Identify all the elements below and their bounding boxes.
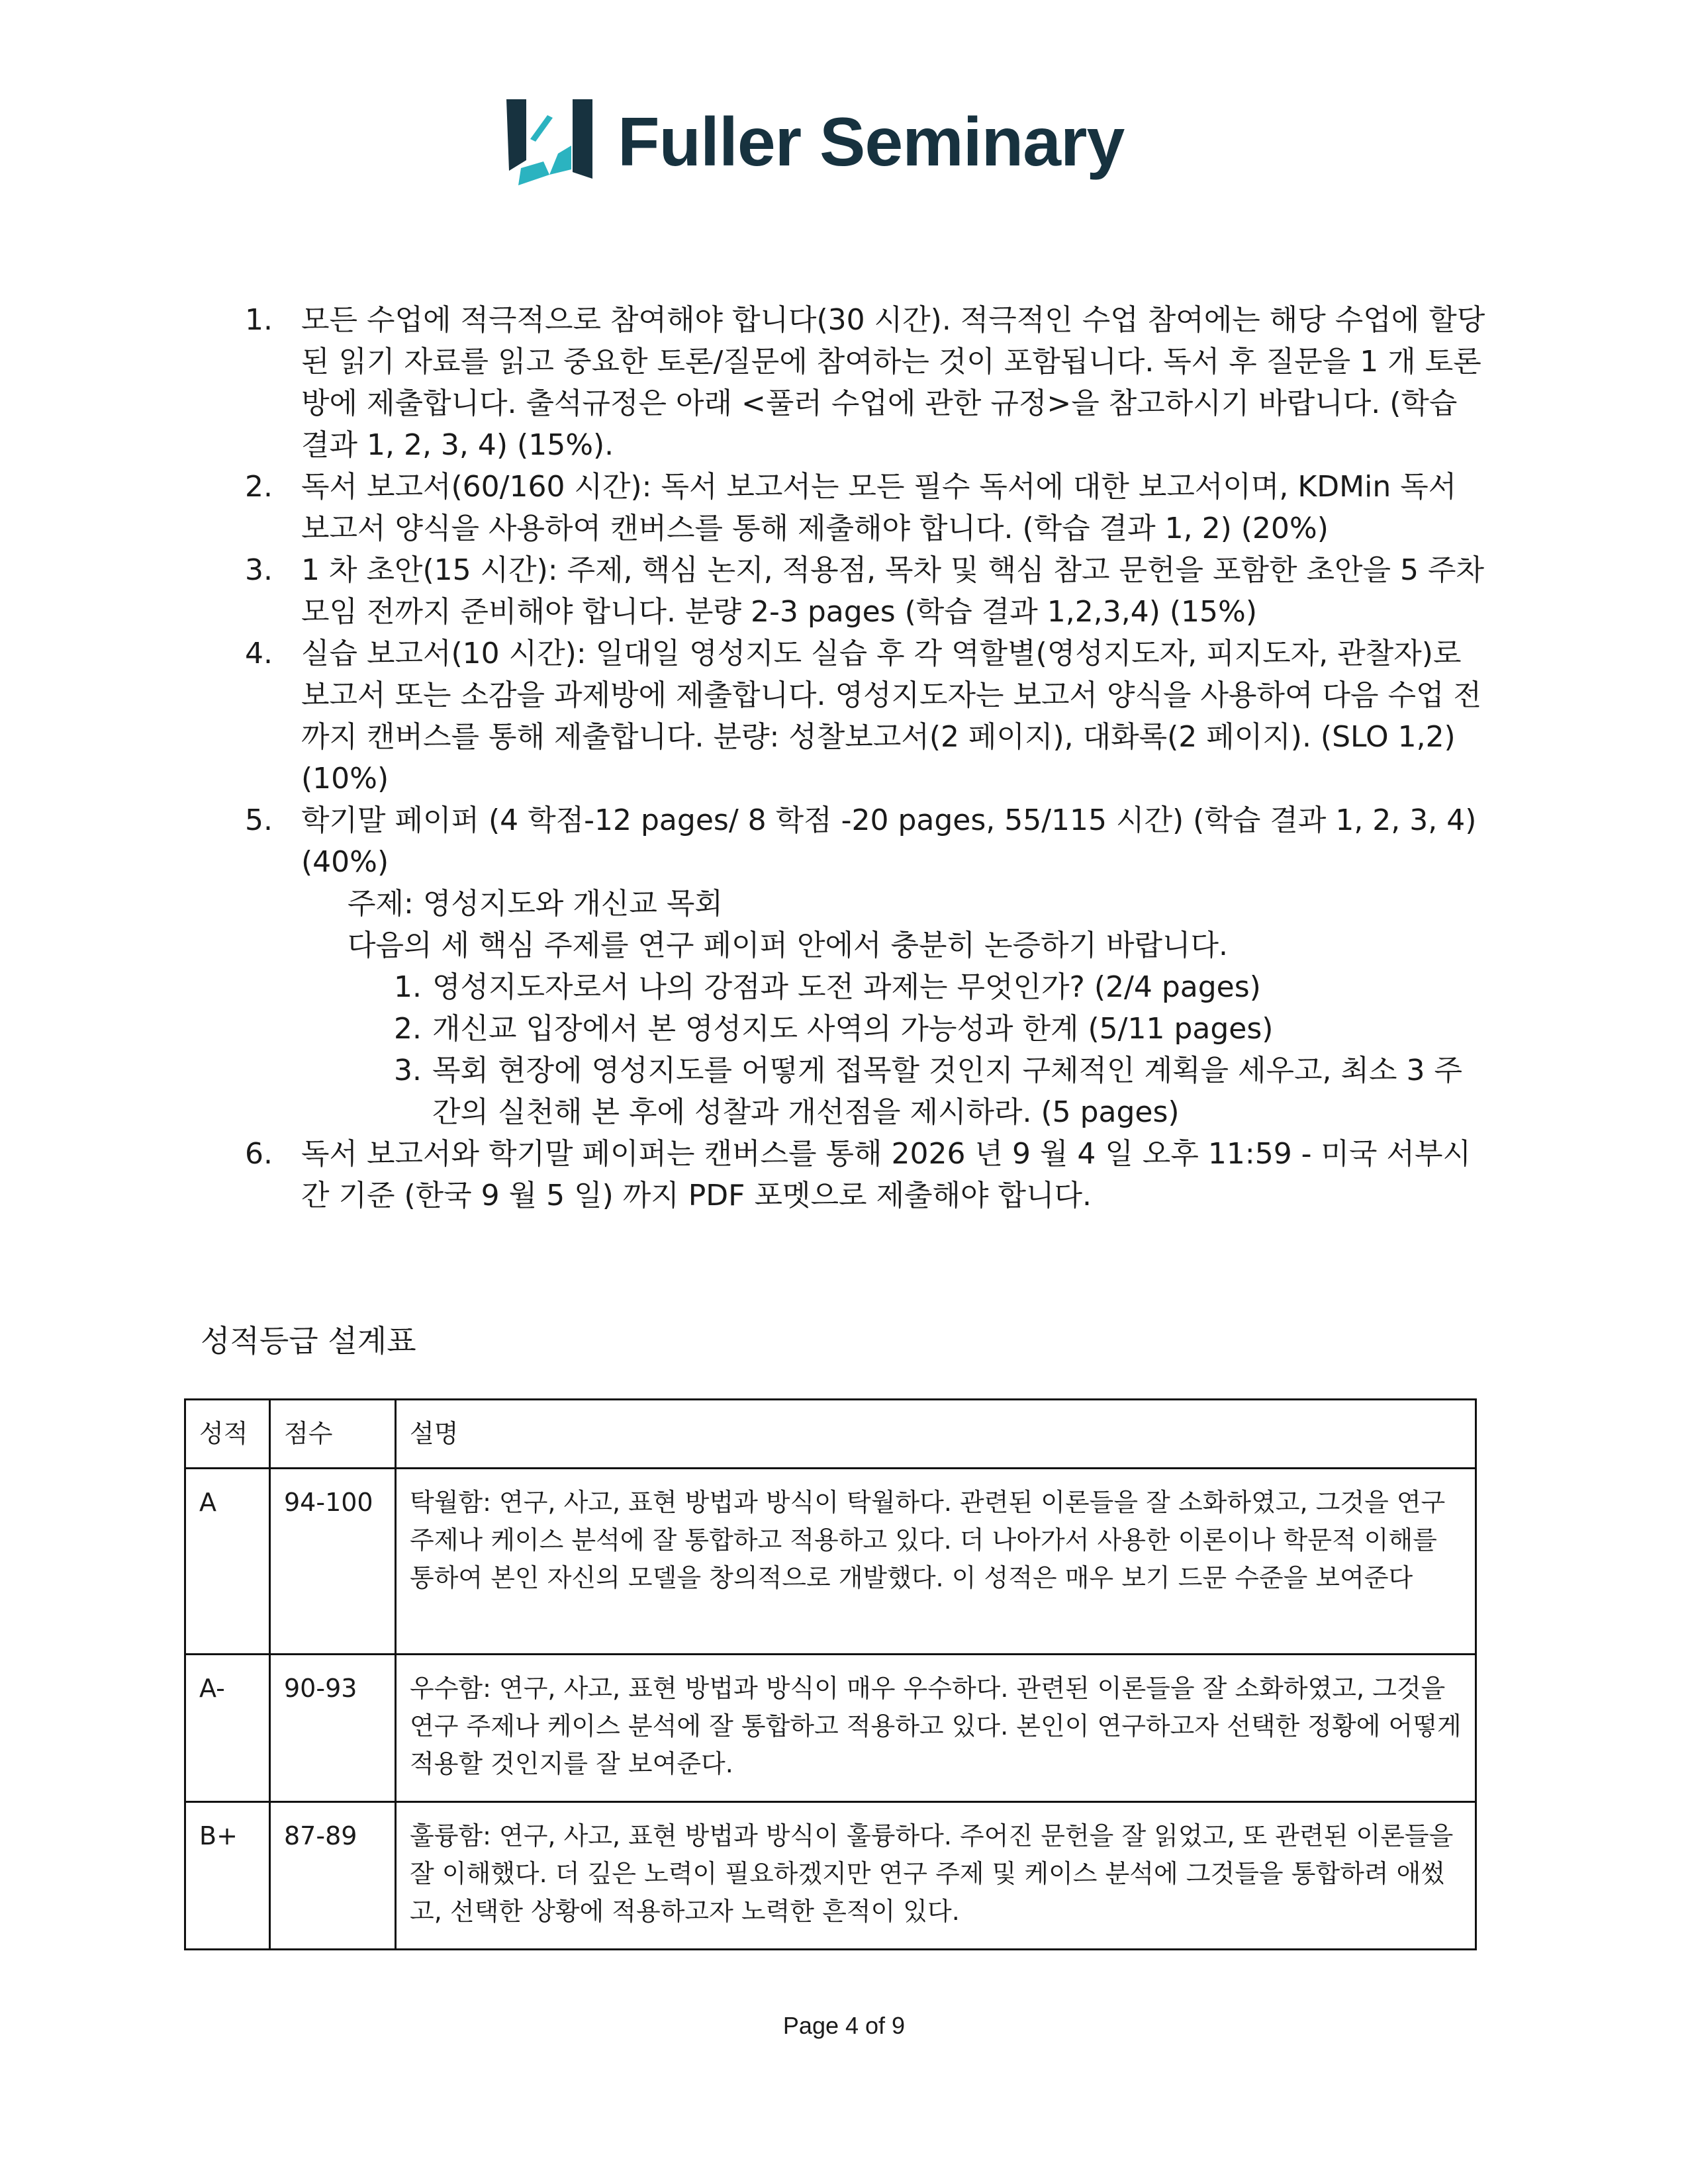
list-item xyxy=(245,633,1489,799)
description-cell: 훌륭함: 연구, 사고, 표현 방법과 방식이 훌륭하다. 주어진 문헌을 잘 읽었고, 또 관련된 이론들을 잘 이해했다. 더 깊은 노력이 필요하겠지만 연구 주제 및 케이스 분석에 그것들을 통합하려 애썼고, 선택한 상황에 적용하고자 노력한 흔적이 있다. xyxy=(396,1802,1476,1950)
table-row xyxy=(185,1802,1476,1950)
item-text: 독서 보고서와 학기말 페이퍼는 캔버스를 통해 2026 년 9 월 4 일 오후 11:59 - 미국 서부시간 기준 (한국 9 월 5 일) 까지 PDF 포멧으로 제출해야 합니다. xyxy=(301,1137,1472,1212)
grading-table xyxy=(184,1398,1477,1950)
grade-cell: A xyxy=(185,1469,270,1655)
grade-cell: B+ xyxy=(185,1802,270,1950)
list-item xyxy=(394,966,1489,1008)
item-text: 학기말 페이퍼 (4 학점-12 pages/ 8 학점 -20 pages, 55/115 시간) (학습 결과 1, 2, 3, 4) (40%) xyxy=(301,803,1477,879)
score-cell: 87-89 xyxy=(270,1802,396,1950)
open-book-icon xyxy=(506,99,592,185)
item-text: 1 차 초안(15 시간): 주제, 핵심 논지, 적용점, 목차 및 핵심 참고 문헌을 포함한 초안을 5 주차 모임 전까지 준비해야 합니다. 분량 2-3 pages (학습 결과 1,2,3,4) (15%) xyxy=(301,553,1484,629)
item-number: 4. xyxy=(245,637,273,670)
item-number: 1. xyxy=(394,970,422,1004)
table-header-row xyxy=(185,1400,1476,1469)
section-heading: 성적등급 설계표 xyxy=(201,1323,416,1359)
description-cell: 탁월함: 연구, 사고, 표현 방법과 방식이 탁월하다. 관련된 이론들을 잘 소화하였고, 그것을 연구 주제나 케이스 분석에 잘 통합하고 적용하고 있다. 더 나아가서 사용한 이론이나 학문적 이해를 통하여 본인 자신의 모델을 창의적으로 개발했다. 이 성적은 매우 보기 드문 수준을 보여준다 xyxy=(396,1469,1476,1655)
list-item xyxy=(245,299,1489,466)
column-header: 설명 xyxy=(396,1400,1476,1469)
column-header: 점수 xyxy=(270,1400,396,1469)
list-item xyxy=(245,799,1489,1133)
score-cell: 94-100 xyxy=(270,1469,396,1655)
brand-name: Fuller Seminary xyxy=(618,103,1125,181)
item-number: 2. xyxy=(394,1012,422,1046)
subtopic-list xyxy=(348,966,1489,1133)
item-number: 5. xyxy=(245,803,273,837)
score-cell: 90-93 xyxy=(270,1655,396,1802)
assignment-list xyxy=(245,299,1489,1216)
list-item xyxy=(245,1133,1489,1216)
table-row xyxy=(185,1469,1476,1655)
item-text: 실습 보고서(10 시간): 일대일 영성지도 실습 후 각 역할별(영성지도자, 피지도자, 관찰자)로 보고서 또는 소감을 과제방에 제출합니다. 영성지도자는 보고서 양식을 사용하여 다음 수업 전까지 캔버스를 통해 제출합니다. 분량: 성찰보고서(2 페이지), 대화록(2 페이지). (SLO 1,2) (10%) xyxy=(301,637,1481,796)
description-cell: 우수함: 연구, 사고, 표현 방법과 방식이 매우 우수하다. 관련된 이론들을 잘 소화하였고, 그것을 연구 주제나 케이스 분석에 잘 통합하고 적용하고 있다. 본인이 연구하고자 선택한 정황에 어떻게 적용할 것인지를 잘 보여준다. xyxy=(396,1655,1476,1802)
item-number: 6. xyxy=(245,1137,273,1171)
item-number: 3. xyxy=(394,1054,422,1087)
list-item xyxy=(394,1050,1489,1133)
grade-cell: A- xyxy=(185,1655,270,1802)
item-number: 2. xyxy=(245,470,273,504)
item-text: 목회 현장에 영성지도를 어떻게 접목할 것인지 구체적인 계획을 세우고, 최소 3 주간의 실천해 본 후에 성찰과 개선점을 제시하라. (5 pages) xyxy=(432,1054,1462,1129)
fuller-logo xyxy=(506,99,1124,185)
list-item xyxy=(245,466,1489,549)
term-paper-details xyxy=(301,883,1489,1133)
item-number: 3. xyxy=(245,553,273,587)
item-number: 1. xyxy=(245,303,273,337)
term-paper-topic: 주제: 영성지도와 개신교 목회 xyxy=(348,887,723,921)
page-number: Page 4 of 9 xyxy=(782,2012,906,2039)
term-paper-instruction: 다음의 세 핵심 주제를 연구 페이퍼 안에서 충분히 논증하기 바랍니다. xyxy=(348,929,1228,962)
item-text: 모든 수업에 적극적으로 참여해야 합니다(30 시간). 적극적인 수업 참여에는 해당 수업에 할당된 읽기 자료를 읽고 중요한 토론/질문에 참여하는 것이 포함됩니다. 독서 후 질문을 1 개 토론방에 제출합니다. 출석규정은 아래 <풀러 수업에 관한 규정>을 참고하시기 바랍니다. (학습 결과 1, 2, 3, 4) (15%). xyxy=(301,303,1485,462)
list-item xyxy=(394,1008,1489,1050)
list-item xyxy=(245,549,1489,633)
column-header: 성적 xyxy=(185,1400,270,1469)
item-text: 개신교 입장에서 본 영성지도 사역의 가능성과 한계 (5/11 pages) xyxy=(432,1012,1274,1046)
table-row xyxy=(185,1655,1476,1802)
item-text: 독서 보고서(60/160 시간): 독서 보고서는 모든 필수 독서에 대한 보고서이며, KDMin 독서 보고서 양식을 사용하여 캔버스를 통해 제출해야 합니다. (학습 결과 1, 2) (20%) xyxy=(301,470,1457,545)
item-text: 영성지도자로서 나의 강점과 도전 과제는 무엇인가? (2/4 pages) xyxy=(432,970,1261,1004)
